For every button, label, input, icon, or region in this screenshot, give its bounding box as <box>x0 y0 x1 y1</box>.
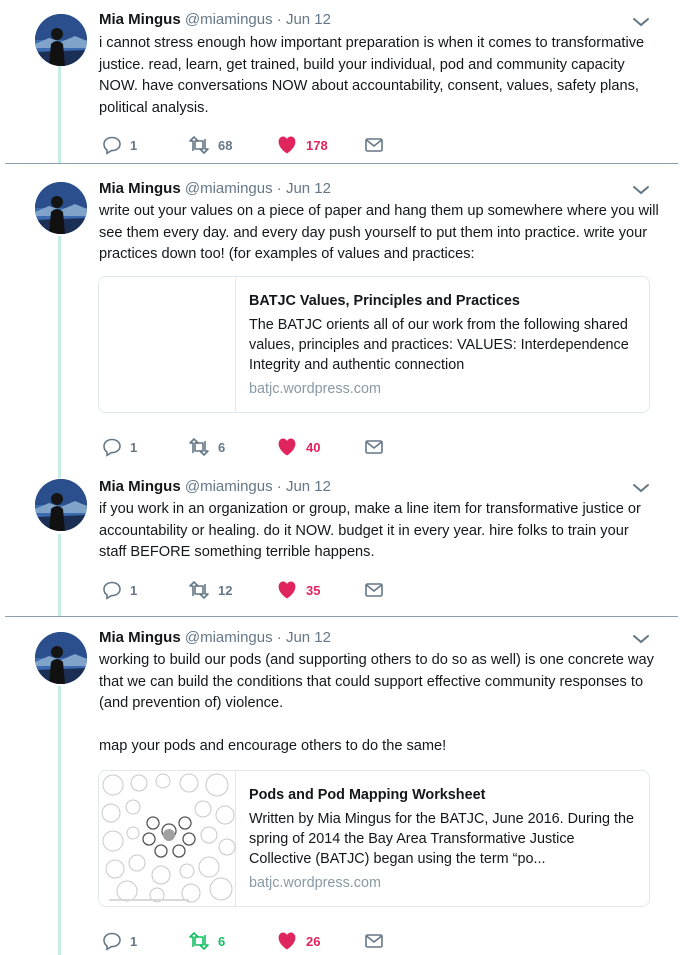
link-card[interactable] <box>98 276 650 413</box>
reply-button[interactable] <box>102 435 137 459</box>
tweet-text: write out your values on a piece of paper and hang them up somewhere where you will see them every day. and every day push yourself to put them into practice. write your practices down too! (for examples of values and practices: <box>99 203 663 263</box>
tweet[interactable] <box>0 617 683 955</box>
tweet-header <box>99 477 331 497</box>
heart-icon <box>276 135 298 155</box>
author-name[interactable]: Mia Mingus <box>99 629 181 646</box>
tweet[interactable] <box>0 164 683 464</box>
tweet-header <box>99 10 331 30</box>
avatar[interactable] <box>35 632 87 684</box>
chevron-down-icon[interactable] <box>632 482 650 494</box>
retweet-button[interactable] <box>188 133 232 157</box>
tweet[interactable] <box>0 464 683 616</box>
author-handle[interactable]: @miamingus <box>184 11 273 28</box>
card-description: Written by Mia Mingus for the BATJC, June 2016. During the spring of 2014 the Bay Area Transformative Justice Collective (BATJC) began using the term “po... <box>249 811 634 867</box>
author-name[interactable]: Mia Mingus <box>99 11 181 28</box>
link-card[interactable] <box>98 770 650 907</box>
retweet-button[interactable] <box>188 435 225 459</box>
chevron-down-icon[interactable] <box>632 633 650 645</box>
tweet-actions <box>99 435 399 459</box>
separator-dot: · <box>276 478 282 495</box>
like-count: 26 <box>306 933 321 949</box>
heart-icon <box>276 580 298 600</box>
reply-icon <box>102 135 122 155</box>
chevron-down-icon[interactable] <box>632 184 650 196</box>
like-button[interactable] <box>276 929 320 953</box>
avatar[interactable] <box>35 182 87 234</box>
retweet-count: 6 <box>218 439 226 455</box>
like-count: 35 <box>306 582 321 598</box>
retweet-icon <box>188 437 210 457</box>
retweet-icon <box>188 135 210 155</box>
author-name[interactable]: Mia Mingus <box>99 478 181 495</box>
reply-icon <box>102 931 122 951</box>
reply-button[interactable] <box>102 133 137 157</box>
card-title: Pods and Pod Mapping Worksheet <box>249 787 486 803</box>
tweet-text: i cannot stress enough how important preparation is when it comes to transformative justice. read, learn, get trained, build your individual, pod and community capacity NOW. have conversations NOW about accountability, consent, values, safety plans, political analysis. <box>99 35 649 116</box>
dm-button[interactable] <box>364 435 384 459</box>
author-handle[interactable]: @miamingus <box>184 629 273 646</box>
like-button[interactable] <box>276 133 328 157</box>
author-handle[interactable]: @miamingus <box>184 180 273 197</box>
envelope-icon <box>364 932 384 950</box>
tweet-actions <box>99 929 399 953</box>
avatar[interactable] <box>35 14 87 66</box>
tweet-actions <box>99 578 399 602</box>
card-thumbnail <box>99 771 236 906</box>
reply-count: 1 <box>130 933 138 949</box>
card-description: The BATJC orients all of our work from the following shared values, principles and practices: VALUES: Interdependence Integrity and authentic connection <box>249 317 629 373</box>
dm-button[interactable] <box>364 578 384 602</box>
tweet-actions <box>99 133 399 157</box>
envelope-icon <box>364 136 384 154</box>
tweet-header <box>99 179 331 199</box>
tweet-text: if you work in an organization or group, make a line item for transformative justice or accountability or healing. do it NOW. budget it in every year. hire folks to train your staff BEFORE something terrible happens. <box>99 501 645 561</box>
retweet-button[interactable] <box>188 578 232 602</box>
tweet[interactable] <box>0 0 683 163</box>
retweet-icon <box>188 580 210 600</box>
heart-icon <box>276 437 298 457</box>
reply-count: 1 <box>130 439 138 455</box>
separator-dot: · <box>276 629 282 646</box>
author-name[interactable]: Mia Mingus <box>99 180 181 197</box>
card-domain: batjc.wordpress.com <box>249 875 381 891</box>
like-count: 40 <box>306 439 321 455</box>
envelope-icon <box>364 581 384 599</box>
separator-dot: · <box>276 180 282 197</box>
like-button[interactable] <box>276 578 320 602</box>
like-button[interactable] <box>276 435 320 459</box>
retweet-count: 12 <box>218 582 233 598</box>
like-count: 178 <box>306 137 328 153</box>
envelope-icon <box>364 438 384 456</box>
card-domain: batjc.wordpress.com <box>249 381 381 397</box>
dm-button[interactable] <box>364 133 384 157</box>
tweet-text: working to build our pods (and supporting others to do so as well) is one concrete way that we can build the conditions that could support effective community responses to (and prevention of) violence. map your pods and encourage others to do the same! <box>99 652 654 755</box>
dm-button[interactable] <box>364 929 384 953</box>
author-handle[interactable]: @miamingus <box>184 478 273 495</box>
tweet-date[interactable]: Jun 12 <box>285 478 331 495</box>
chevron-down-icon[interactable] <box>632 16 650 28</box>
reply-icon <box>102 437 122 457</box>
heart-icon <box>276 931 298 951</box>
reply-icon <box>102 580 122 600</box>
retweet-count: 68 <box>218 137 233 153</box>
avatar[interactable] <box>35 479 87 531</box>
card-title: BATJC Values, Principles and Practices <box>249 293 520 309</box>
reply-button[interactable] <box>102 578 137 602</box>
tweet-date[interactable]: Jun 12 <box>285 180 331 197</box>
tweet-date[interactable]: Jun 12 <box>285 629 331 646</box>
separator-dot: · <box>276 11 282 28</box>
retweet-count: 6 <box>218 933 226 949</box>
tweet-date[interactable]: Jun 12 <box>285 11 331 28</box>
reply-button[interactable] <box>102 929 137 953</box>
reply-count: 1 <box>130 582 138 598</box>
pod-map-image <box>99 771 236 906</box>
retweet-icon <box>188 931 210 951</box>
tweet-header <box>99 628 331 648</box>
retweet-button[interactable] <box>188 929 225 953</box>
reply-count: 1 <box>130 137 138 153</box>
card-thumbnail <box>99 277 236 412</box>
